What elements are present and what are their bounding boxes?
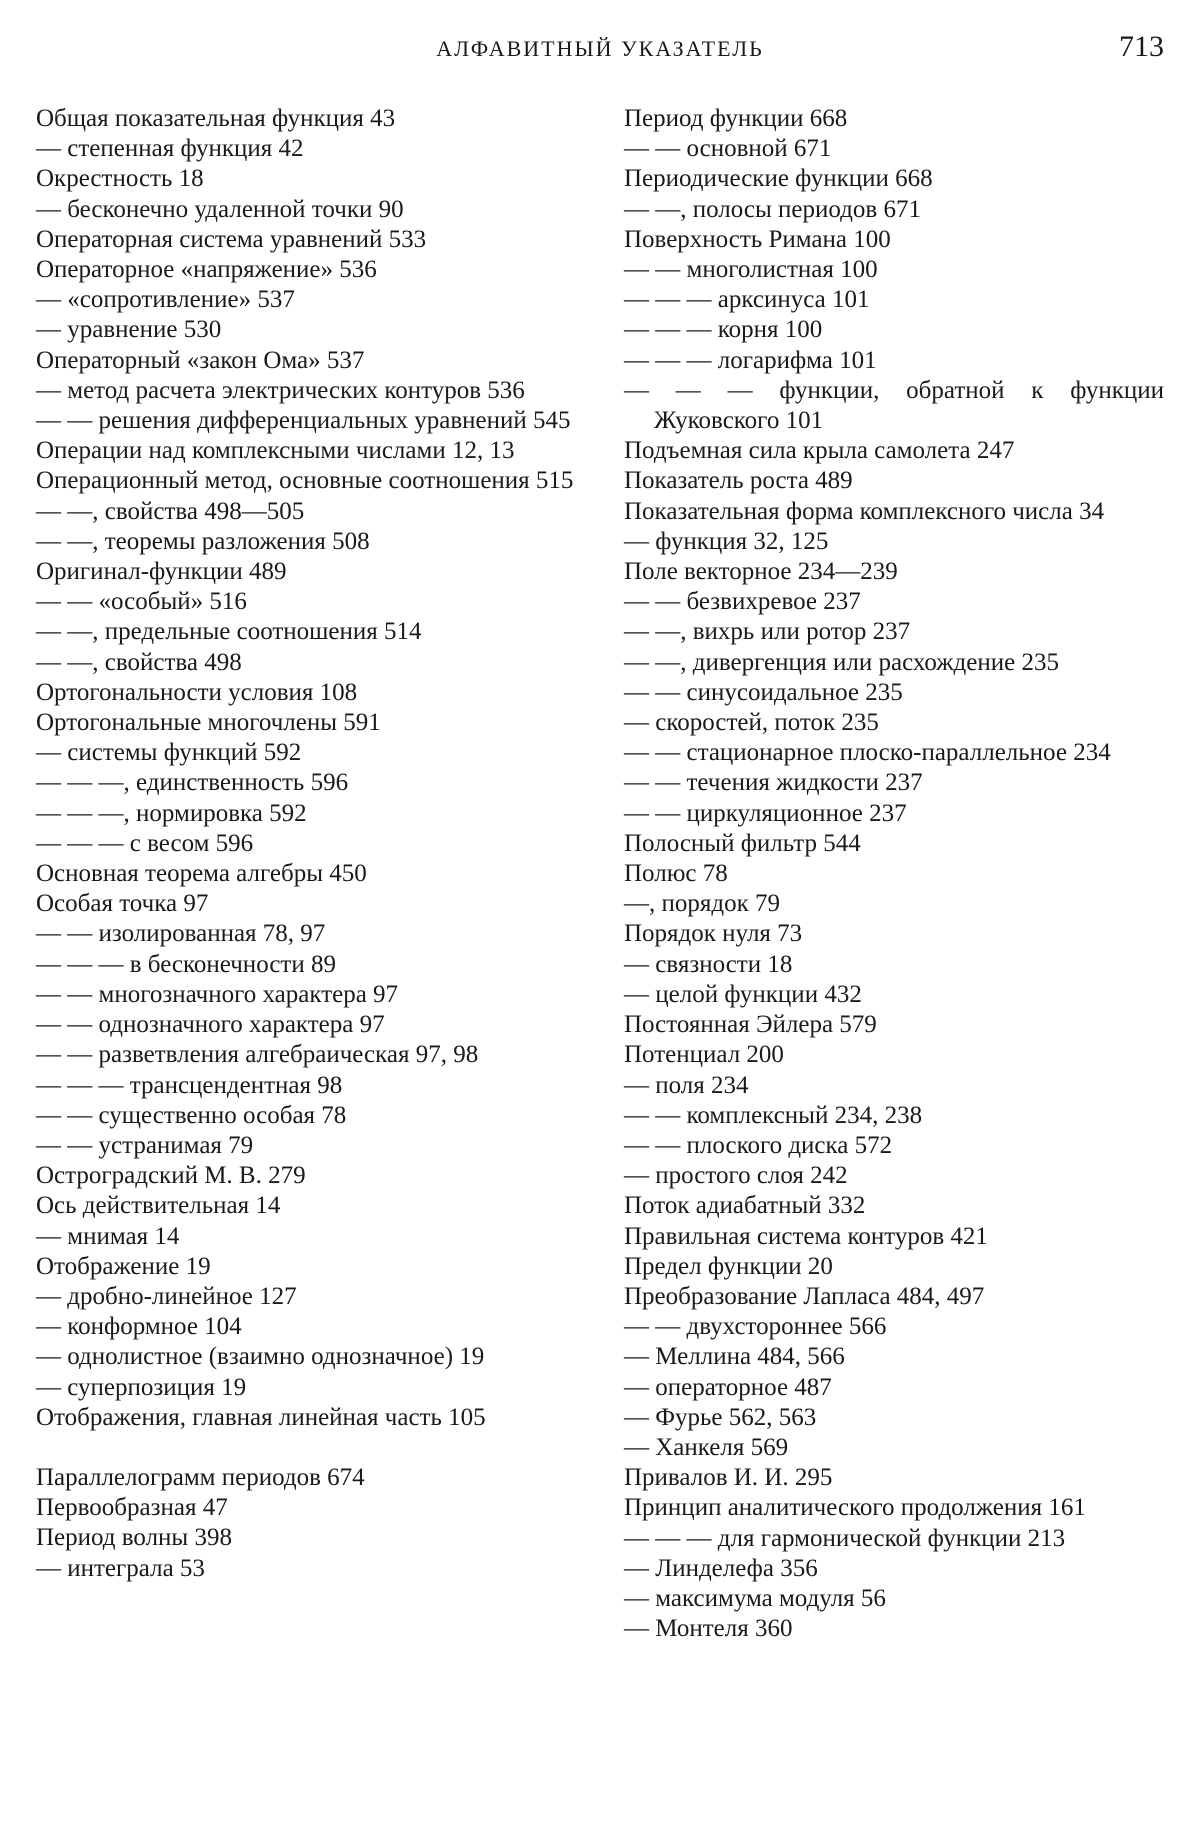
section-gap [36, 1433, 576, 1463]
index-entry: — — решения дифференциальных уравнений 545 [36, 407, 571, 435]
index-entry: Ось действительная 14 [36, 1192, 281, 1220]
running-head: АЛФАВИТНЫЙ УКАЗАТЕЛЬ [436, 36, 764, 61]
index-entry: — конформное 104 [36, 1313, 242, 1341]
page-number: 713 [1119, 30, 1164, 63]
index-entry: — бесконечно удаленной точки 90 [36, 195, 404, 223]
index-entry: — простого слоя 242 [624, 1162, 848, 1190]
index-entry: — — изолированная 78, 97 [36, 920, 326, 948]
index-entry: — — устранимая 79 [36, 1131, 254, 1159]
index-entry: Первообразная 47 [36, 1494, 228, 1522]
index-entry: — Линделефа 356 [624, 1554, 818, 1582]
index-entry: — — однозначного характера 97 [36, 1011, 385, 1039]
index-entry: Показатель роста 489 [624, 467, 853, 495]
index-entry: Период функции 668 [624, 105, 848, 132]
index-entry: — Фурье 562, 563 [624, 1403, 817, 1431]
index-entry: Полосный фильтр 544 [624, 829, 861, 857]
index-entry: Ортогональности условия 108 [36, 678, 358, 706]
index-entry: — —, свойства 498 [36, 648, 242, 676]
index-entry: — целой функции 432 [624, 980, 862, 1008]
index-entry: — Меллина 484, 566 [624, 1343, 845, 1371]
index-entry: —, порядок 79 [624, 890, 780, 918]
index-entry: — — — арксинуса 101 [624, 286, 870, 314]
index-entry: Отображения, главная линейная часть 105 [36, 1403, 486, 1431]
index-entry: Операции над комплексными числами 12, 13 [36, 437, 515, 465]
index-entry: Привалов И. И. 295 [624, 1464, 833, 1492]
index-entry: — уравнение 530 [36, 316, 222, 344]
index-entry: — системы функций 592 [36, 739, 302, 767]
index-column-left [36, 104, 576, 1584]
index-entry: — мнимая 14 [36, 1222, 180, 1250]
index-entry: — — основной 671 [624, 135, 832, 163]
index-entry: — — — функции, обратной к функции Жуковского 101 [624, 376, 1164, 435]
index-entry: — — —, нормировка 592 [36, 799, 307, 827]
index-entry: — функция 32, 125 [624, 527, 829, 555]
index-entry: — — плоского диска 572 [624, 1131, 893, 1159]
index-entry: — — течения жидкости 237 [624, 769, 923, 797]
index-entry: — —, свойства 498—505 [36, 497, 305, 525]
index-entry: — максимума модуля 56 [624, 1584, 886, 1612]
index-entry: Поле векторное 234—239 [624, 558, 898, 586]
index-entry: Предел функции 20 [624, 1252, 833, 1280]
index-entry: — «сопротивление» 537 [36, 286, 295, 314]
index-entry: — суперпозиция 19 [36, 1373, 247, 1401]
index-entry: — — стационарное плоско-параллельное 234 [624, 739, 1111, 767]
index-entry: Основная теорема алгебры 450 [36, 860, 367, 888]
index-entry: — —, предельные соотношения 514 [36, 618, 422, 646]
index-entry: — — многозначного характера 97 [36, 980, 399, 1008]
index-entry: — — многолистная 100 [624, 256, 878, 284]
index-entry: Поток адиабатный 332 [624, 1192, 866, 1220]
index-entry: — —, полосы периодов 671 [624, 195, 921, 223]
index-entry: Операционный метод, основные соотношения 515 [36, 467, 574, 495]
index-entry: — — синусоидальное 235 [624, 678, 903, 706]
index-entry: — — — корня 100 [624, 316, 823, 344]
index-entry: Остроградский М. В. 279 [36, 1162, 306, 1190]
index-entry: Потенциал 200 [624, 1041, 784, 1069]
index-entry: — метод расчета электрических контуров 536 [36, 376, 525, 404]
index-entry: — дробно-линейное 127 [36, 1282, 297, 1310]
index-entry: Показательная форма комплексного числа 34 [624, 497, 1105, 525]
index-entry: — — — для гармонической функции 213 [624, 1524, 1066, 1552]
index-entry: Операторное «напряжение» 536 [36, 256, 377, 284]
index-entry: Параллелограмм периодов 674 [36, 1463, 365, 1491]
index-entry: — Ханкеля 569 [624, 1433, 789, 1461]
index-entry: Период волны 398 [36, 1524, 232, 1552]
index-entry: Особая точка 97 [36, 890, 209, 918]
index-entry: — — —, единственность 596 [36, 769, 349, 797]
index-entry: Поверхность Римана 100 [624, 225, 891, 253]
index-entry: Окрестность 18 [36, 165, 204, 193]
index-entry: — — безвихревое 237 [624, 588, 861, 616]
index-entry: — — разветвления алгебраическая 97, 98 [36, 1041, 479, 1069]
index-entry: Принцип аналитического продолжения 161 [624, 1494, 1086, 1522]
index-entry: Постоянная Эйлера 579 [624, 1011, 877, 1039]
index-entry: — интеграла 53 [36, 1554, 205, 1582]
index-entry: — —, вихрь или ротор 237 [624, 618, 911, 646]
index-entry: — — — в бесконечности 89 [36, 950, 336, 978]
index-entry: Ортогональные многочлены 591 [36, 709, 381, 737]
index-entry: Правильная система контуров 421 [624, 1222, 988, 1250]
index-entry: — —, дивергенция или расхождение 235 [624, 648, 1059, 676]
index-entry: — — — логарифма 101 [624, 346, 877, 374]
page-header [36, 28, 1164, 68]
index-entry: Оригинал-функции 489 [36, 558, 287, 586]
index-entry: — — существенно особая 78 [36, 1101, 347, 1129]
index-entry: — — циркуляционное 237 [624, 799, 907, 827]
index-entry: — — — трансцендентная 98 [36, 1071, 343, 1099]
index-entry: Преобразование Лапласа 484, 497 [624, 1282, 985, 1310]
index-entry: — скоростей, поток 235 [624, 709, 879, 737]
index-entry: Операторный «закон Ома» 537 [36, 346, 365, 374]
index-entry: — — — с весом 596 [36, 829, 254, 857]
index-entry: — степенная функция 42 [36, 135, 304, 163]
index-entry: — операторное 487 [624, 1373, 832, 1401]
index-entry: — — «особый» 516 [36, 588, 247, 616]
index-entry: Порядок нуля 73 [624, 920, 803, 948]
index-entry: Операторная система уравнений 533 [36, 225, 427, 253]
index-entry: — — комплексный 234, 238 [624, 1101, 923, 1129]
index-column-right [624, 104, 1164, 1644]
index-entry: — связности 18 [624, 950, 793, 978]
index-entry: — Монтеля 360 [624, 1615, 793, 1643]
index-entry: Отображение 19 [36, 1252, 211, 1280]
index-entry: — однолистное (взаимно однозначное) 19 [36, 1343, 485, 1371]
index-entry: Полюс 78 [624, 860, 728, 888]
index-entry: — —, теоремы разложения 508 [36, 527, 370, 555]
index-entry: — — двухстороннее 566 [624, 1313, 887, 1341]
index-entry: Подъемная сила крыла самолета 247 [624, 437, 1015, 465]
index-entry: — поля 234 [624, 1071, 749, 1099]
index-entry: Периодические функции 668 [624, 165, 933, 193]
index-entry: Общая показательная функция 43 [36, 105, 396, 132]
